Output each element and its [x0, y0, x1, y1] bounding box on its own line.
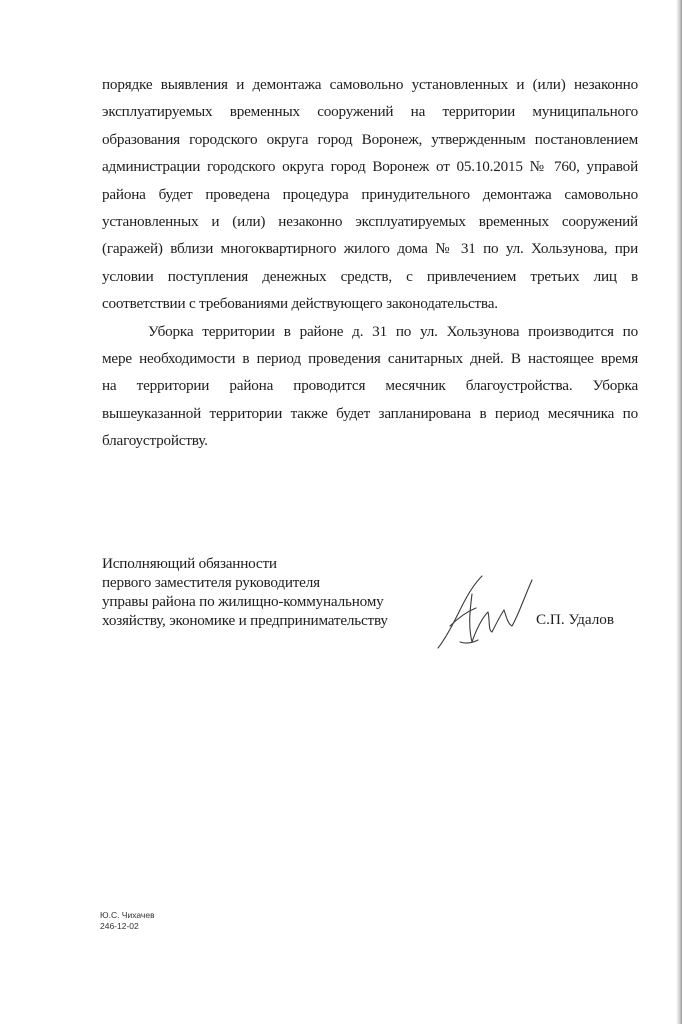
- signer-position-line-1: Исполняющий обязанности: [102, 555, 277, 572]
- signer-name: С.П. Удалов: [536, 611, 615, 628]
- paragraph-1-line-7: (гаражей) вблизи многоквартирного жилого дома № 31 по ул. Хользунова, при: [102, 240, 638, 258]
- paragraph-2-line-5: благоустройству.: [102, 432, 208, 450]
- paragraph-2-line-3: на территории района проводится месячник благоустройства. Уборка: [102, 377, 638, 395]
- paragraph-1-line-2: эксплуатируемых временных сооружений на территории муниципального: [102, 103, 638, 121]
- paragraph-1-line-3: образования городского округа город Воронеж, утвержденным постановлением: [102, 130, 638, 148]
- paragraph-2-line-2: мере необходимости в период проведения санитарных дней. В настоящее время: [102, 349, 638, 367]
- paragraph-2-line-4: вышеуказанной территории также будет запланирована в период месячника по: [102, 404, 638, 422]
- paragraph-1-line-5: района будет проведена процедура принудительного демонтажа самовольно: [102, 185, 638, 203]
- signer-position-line-4: хозяйству, экономике и предпринимательству: [102, 612, 388, 629]
- paragraph-1-line-1: порядке выявления и демонтажа самовольно установленных и (или) незаконно: [102, 76, 638, 93]
- letter-body: [102, 71, 638, 454]
- executor-info: [100, 910, 155, 932]
- signer-position: [102, 554, 388, 630]
- handwritten-signature: [432, 572, 544, 656]
- executor-phone: 246-12-02: [100, 921, 139, 931]
- paragraph-1-line-4: администрации городского округа город Воронеж от 05.10.2015 № 760, управой: [102, 158, 638, 176]
- paragraph-1-line-6: установленных и (или) незаконно эксплуатируемых временных сооружений: [102, 212, 638, 230]
- paragraph-2-line-1: Уборка территории в районе д. 31 по ул. Хользунова производится по: [148, 322, 638, 340]
- signer-position-line-3: управы района по жилищно-коммунальному: [102, 593, 384, 610]
- paragraph-1-line-9: соответствии с требованиями действующего законодательства.: [102, 295, 498, 313]
- paragraph-1-line-8: условии поступления денежных средств, с привлечением третьих лиц в: [102, 267, 638, 285]
- page-edge: [676, 0, 682, 1024]
- executor-name: Ю.С. Чихачев: [100, 910, 155, 920]
- signer-position-line-2: первого заместителя руководителя: [102, 574, 320, 591]
